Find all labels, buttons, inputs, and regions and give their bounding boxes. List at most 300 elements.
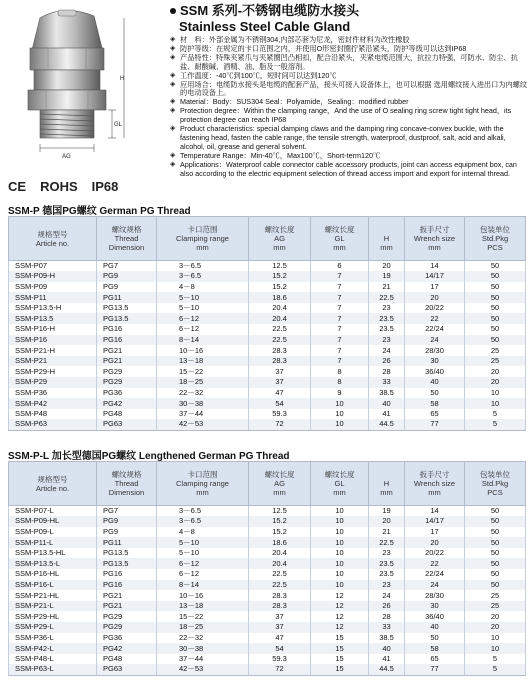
column-header-line: Wrench size: [413, 479, 456, 488]
table-cell: 20: [465, 622, 526, 633]
table-row: [9, 409, 526, 420]
table-cell: 33: [369, 622, 405, 633]
table-cell: 30－38: [157, 398, 249, 409]
table-cell: 7: [311, 324, 369, 335]
diamond-icon: ◈: [170, 107, 176, 115]
table-cell: 20: [465, 377, 526, 388]
spec-item: ◈ Material：Body：SUS304 Seal：Polyamide，Sealing：modified rubber: [170, 98, 409, 107]
table-cell: 5－10: [157, 292, 249, 303]
table-cell: 47: [249, 388, 311, 399]
column-header-line: 规格型号: [37, 474, 68, 484]
table-cell: 44.5: [369, 419, 405, 430]
table-cell: SSM-P21-HL: [9, 590, 97, 601]
diamond-icon: ◈: [170, 125, 176, 133]
table-cell: 40: [405, 377, 465, 388]
table-cell: 22.5: [249, 580, 311, 591]
table2-body: [9, 506, 526, 676]
column-header-line: 卡口范围: [187, 470, 218, 479]
table-cell: 22.5: [369, 537, 405, 548]
table-cell: SSM-P13.5-H: [9, 303, 97, 314]
table-cell: 22/24: [405, 569, 465, 580]
table-cell: 25: [465, 356, 526, 367]
table-cell: 5－10: [157, 303, 249, 314]
table-cell: 41: [369, 409, 405, 420]
table-cell: 10: [311, 537, 369, 548]
table-cell: SSM-P29-HL: [9, 611, 97, 622]
table-cell: 10: [311, 506, 369, 517]
table-cell: 13－18: [157, 356, 249, 367]
table-cell: 47: [249, 633, 311, 644]
table-cell: 50: [405, 388, 465, 399]
table-cell: SSM-P07-L: [9, 506, 97, 517]
column-header-line: AG: [274, 479, 285, 488]
table-cell: 3－6.5: [157, 506, 249, 517]
table-cell: 4－8: [157, 527, 249, 538]
spec-item: ◈ Protection degree：Within the clamping range，And the use of O sealing ring screw tight tight head，its protection degree can reach IP68: [170, 107, 512, 125]
column-header-line: Clamping range: [176, 479, 229, 488]
table-cell: 15: [311, 664, 369, 675]
table-cell: 10: [311, 580, 369, 591]
table-cell: 22/24: [405, 324, 465, 335]
table-cell: PG9: [97, 516, 157, 527]
table-cell: 77: [405, 664, 465, 675]
table-row: [9, 313, 526, 324]
table-cell: SSM-P48-L: [9, 654, 97, 665]
column-header-line: H: [383, 479, 390, 488]
diamond-icon: ◈: [170, 80, 176, 88]
table-cell: 20: [465, 366, 526, 377]
table-cell: 26: [369, 356, 405, 367]
table-cell: 19: [369, 271, 405, 282]
table-row: [9, 324, 526, 335]
column-header-line: Thread: [114, 234, 139, 243]
table-cell: PG29: [97, 622, 157, 633]
table-cell: 28.3: [249, 356, 311, 367]
table-row: [9, 356, 526, 367]
table-cell: SSM-P09-H: [9, 271, 97, 282]
table-cell: 22.5: [249, 324, 311, 335]
column-header-line: mm: [196, 488, 209, 497]
table-cell: 10: [311, 419, 369, 430]
column-header-line: Dimension: [108, 243, 145, 252]
table-cell: 20: [405, 537, 465, 548]
table-cell: SSM-P16-L: [9, 580, 97, 591]
spec-item: ◈ 材 料：外部金属为不锈钢304,内部芯套为尼龙，密封件材料为改性橡胶: [170, 36, 410, 44]
table-cell: SSM-P21-H: [9, 345, 97, 356]
table-cell: PG9: [97, 271, 157, 282]
table-cell: 50: [465, 548, 526, 559]
table-cell: 15－22: [157, 611, 249, 622]
table-cell: 28: [369, 366, 405, 377]
table-cell: PG7: [97, 261, 157, 272]
table1-header-row: [9, 217, 526, 261]
table-row: [9, 537, 526, 548]
table-cell: 6: [311, 261, 369, 272]
table-cell: 20: [369, 261, 405, 272]
table-cell: SSM-P29-L: [9, 622, 97, 633]
table-cell: SSM-P29: [9, 377, 97, 388]
table-cell: 15－22: [157, 366, 249, 377]
ip68-mark: IP68: [91, 178, 119, 194]
spec-item: ◈ 工作温度：-40℃到100℃，短时间可以达到120℃: [170, 71, 337, 80]
table-cell: 50: [465, 569, 526, 580]
table-row: [9, 303, 526, 314]
spec-item: ◈ Applications：Waterproof cable connector cable accessory products, joint can access equipment box, can also according to the electric equipment selection of thread access import and export for internal thread.: [170, 160, 517, 178]
table-cell: 22: [405, 558, 465, 569]
table-cell: 12.5: [249, 261, 311, 272]
table-cell: 15: [311, 633, 369, 644]
table-cell: 10: [311, 398, 369, 409]
table-cell: 4－8: [157, 282, 249, 293]
table-cell: 37: [249, 622, 311, 633]
column-header-line: GL: [334, 479, 345, 488]
table-cell: 37: [249, 366, 311, 377]
column-header: [9, 462, 97, 506]
table-cell: 21: [369, 527, 405, 538]
table2-header-row: [9, 462, 526, 506]
table-cell: SSM-P36: [9, 388, 97, 399]
table-cell: 3－6.5: [157, 271, 249, 282]
column-header-line: mm: [273, 488, 286, 497]
table-cell: SSM-P16: [9, 335, 97, 346]
table-cell: 28/30: [405, 590, 465, 601]
table-row: [9, 548, 526, 559]
table-cell: 12: [311, 601, 369, 612]
column-header: [157, 217, 249, 261]
table-cell: PG29: [97, 377, 157, 388]
table-row: [9, 527, 526, 538]
column-header-line: PCS: [487, 488, 503, 497]
rohs-mark: ROHS: [40, 178, 78, 194]
table-cell: 59.3: [249, 654, 311, 665]
table-cell: 8－14: [157, 335, 249, 346]
table-cell: 23.5: [369, 569, 405, 580]
diamond-icon: ◈: [170, 98, 176, 106]
gl-dimension-label: GL: [114, 122, 123, 128]
table-cell: 65: [405, 409, 465, 420]
table-row: [9, 516, 526, 527]
table-cell: PG21: [97, 356, 157, 367]
table-cell: PG36: [97, 388, 157, 399]
column-header-line: 卡口范围: [187, 225, 218, 234]
table-cell: 7: [311, 345, 369, 356]
table-row: [9, 601, 526, 612]
table-cell: PG13.5: [97, 313, 157, 324]
table-cell: 12.5: [249, 506, 311, 517]
table-cell: 10: [311, 548, 369, 559]
table-cell: 5－10: [157, 537, 249, 548]
table-cell: PG21: [97, 601, 157, 612]
table-cell: PG36: [97, 633, 157, 644]
table-cell: PG11: [97, 537, 157, 548]
table-cell: 50: [465, 292, 526, 303]
table-cell: SSM-P63: [9, 419, 97, 430]
table-cell: 24: [405, 335, 465, 346]
table-cell: 25: [465, 601, 526, 612]
table-row: [9, 633, 526, 644]
table-cell: 28.3: [249, 590, 311, 601]
spec-item: ◈ 应用场合：电缆防水接头是电缆的配套产品，接头可接入设备体上，也可以根据 选用螺纹接入进出口为内螺纹的电动设备上。: [170, 80, 528, 98]
product-title: [170, 3, 530, 35]
table-cell: 12: [311, 611, 369, 622]
table1: [8, 216, 526, 431]
table-cell: 40: [369, 398, 405, 409]
table-row: [9, 366, 526, 377]
table-cell: 23: [369, 335, 405, 346]
column-header-line: Dimension: [108, 488, 145, 497]
table-cell: SSM-P63-L: [9, 664, 97, 675]
table-cell: 22.5: [369, 292, 405, 303]
table-cell: 10: [311, 527, 369, 538]
table-cell: 25: [465, 590, 526, 601]
table-cell: SSM-P42: [9, 398, 97, 409]
table-cell: 72: [249, 419, 311, 430]
table-cell: 25: [465, 345, 526, 356]
table-cell: 59.3: [249, 409, 311, 420]
table-cell: 20: [465, 611, 526, 622]
diamond-icon: ◈: [170, 151, 176, 159]
table-row: [9, 377, 526, 388]
table-cell: 42－53: [157, 664, 249, 675]
table-cell: 20.4: [249, 303, 311, 314]
table-cell: 7: [311, 282, 369, 293]
table-cell: 23: [369, 548, 405, 559]
column-header: [405, 217, 465, 261]
table-cell: 20: [405, 292, 465, 303]
table-cell: 50: [465, 303, 526, 314]
title-chinese-row: [170, 3, 530, 19]
table-cell: 65: [405, 654, 465, 665]
table-row: [9, 611, 526, 622]
column-header-line: mm: [196, 243, 209, 252]
column-header: [97, 217, 157, 261]
column-header-line: GL: [334, 234, 345, 243]
table-cell: SSM-P07: [9, 261, 97, 272]
column-header-line: [369, 225, 404, 234]
table-cell: 8: [311, 366, 369, 377]
table-cell: 10: [465, 643, 526, 654]
table-cell: 22－32: [157, 633, 249, 644]
table-cell: 19: [369, 506, 405, 517]
table-cell: 5: [465, 419, 526, 430]
table-cell: PG13.5: [97, 548, 157, 559]
spec-item: ◈ 产品特性：特殊夹紧爪与夹紧圈凹凸相扣，配合沿紧头，夹紧电缆范围大，抗拉力特强，可防水、防尘、抗盐、耐酸碱、酒精、油、脂及一般溶剂。: [170, 53, 518, 71]
table-cell: 3－6.5: [157, 261, 249, 272]
table-cell: SSM-P21-L: [9, 601, 97, 612]
table-cell: 6－12: [157, 569, 249, 580]
table-cell: SSM-P11-L: [9, 537, 97, 548]
table-cell: 7: [311, 271, 369, 282]
table-row: [9, 419, 526, 430]
column-header-line: 包装单位: [480, 225, 510, 234]
table-cell: 28.3: [249, 345, 311, 356]
table-cell: 58: [405, 643, 465, 654]
table-cell: 30－38: [157, 643, 249, 654]
table-cell: 18.6: [249, 537, 311, 548]
column-header-line: Clamping range: [176, 234, 229, 243]
table-cell: 72: [249, 664, 311, 675]
table-cell: 15: [311, 654, 369, 665]
table-cell: 37: [249, 611, 311, 622]
certification-marks: [8, 178, 158, 194]
table-cell: PG48: [97, 409, 157, 420]
column-header-line: [369, 470, 404, 479]
table-cell: SSM-P21: [9, 356, 97, 367]
diamond-icon: ◈: [170, 44, 176, 52]
table-row: [9, 654, 526, 665]
column-header-line: Std.Pkg: [481, 479, 509, 488]
column-header: [97, 462, 157, 506]
table-cell: 7: [311, 292, 369, 303]
table-cell: 12: [311, 622, 369, 633]
table-cell: SSM-P16-HL: [9, 569, 97, 580]
table-cell: 58: [405, 398, 465, 409]
table-cell: PG63: [97, 419, 157, 430]
table-cell: 13－18: [157, 601, 249, 612]
table-cell: PG42: [97, 398, 157, 409]
table-cell: 7: [311, 303, 369, 314]
table-cell: 18.6: [249, 292, 311, 303]
table-cell: 6－12: [157, 558, 249, 569]
table-cell: 77: [405, 419, 465, 430]
column-header-line: 螺纹长度: [264, 225, 295, 234]
table-cell: 50: [465, 516, 526, 527]
table-cell: 50: [465, 324, 526, 335]
table-cell: 18－25: [157, 622, 249, 633]
table-cell: 7: [311, 313, 369, 324]
table-cell: 10: [311, 409, 369, 420]
column-header-line: 包装单位: [480, 470, 510, 479]
table-cell: 24: [369, 590, 405, 601]
table-cell: 20/22: [405, 548, 465, 559]
table-cell: PG29: [97, 366, 157, 377]
table-cell: 37: [249, 377, 311, 388]
table-cell: 9: [311, 388, 369, 399]
table-cell: PG16: [97, 569, 157, 580]
table-cell: PG13.5: [97, 558, 157, 569]
column-header-line: 扳手尺寸: [419, 470, 450, 479]
table-cell: 8－14: [157, 580, 249, 591]
table-cell: 22: [405, 313, 465, 324]
table-cell: 23.5: [369, 558, 405, 569]
table-cell: 23: [369, 303, 405, 314]
table-cell: 50: [405, 633, 465, 644]
column-header-line: 螺纹规格: [111, 470, 142, 479]
column-header-line: mm: [428, 243, 441, 252]
table-cell: PG11: [97, 292, 157, 303]
table-cell: 33: [369, 377, 405, 388]
table-cell: SSM-P13.5-L: [9, 558, 97, 569]
table-cell: SSM-P09-HL: [9, 516, 97, 527]
column-header: [249, 462, 311, 506]
column-header-line: mm: [380, 488, 393, 497]
table-cell: 14: [405, 506, 465, 517]
table-cell: 40: [369, 643, 405, 654]
table-cell: 50: [465, 335, 526, 346]
table-cell: 50: [465, 558, 526, 569]
column-header: [465, 217, 526, 261]
table-cell: 12: [311, 590, 369, 601]
table-row: [9, 388, 526, 399]
table-cell: 28.3: [249, 601, 311, 612]
diamond-icon: ◈: [170, 160, 176, 168]
column-header-line: AG: [274, 234, 285, 243]
table-cell: 10: [465, 398, 526, 409]
table-cell: 5: [465, 664, 526, 675]
spec-item: ◈ Product characteristics: special damping claws and the damping ring concave-convex buckle, with the fastening head, fasten the cable range, the tensile strength, waterproof, dustproof, salt, acid and alkali, alcohol, oil, grease and general solvent.: [170, 125, 506, 151]
table-cell: 24: [369, 345, 405, 356]
table-cell: PG7: [97, 506, 157, 517]
table1-title: SSM-P 德国PG螺纹 German PG Thread: [8, 206, 191, 217]
table-cell: 28: [369, 611, 405, 622]
column-header: [369, 217, 405, 261]
table-cell: 14/17: [405, 516, 465, 527]
column-header: [369, 462, 405, 506]
table-cell: 15.2: [249, 516, 311, 527]
column-header-line: mm: [380, 243, 393, 252]
diamond-icon: ◈: [170, 36, 176, 43]
table-cell: 36/40: [405, 611, 465, 622]
column-header: [9, 217, 97, 261]
table-cell: SSM-P13.5: [9, 313, 97, 324]
table-cell: 5: [465, 409, 526, 420]
table-cell: 20.4: [249, 548, 311, 559]
table-row: [9, 282, 526, 293]
table-cell: 37－44: [157, 409, 249, 420]
column-header-line: Article no.: [35, 483, 70, 493]
table-cell: 28/30: [405, 345, 465, 356]
table-cell: PG13.5: [97, 303, 157, 314]
table-cell: 10: [465, 633, 526, 644]
column-header-line: Thread: [114, 479, 139, 488]
table-row: [9, 590, 526, 601]
table-cell: 15.2: [249, 271, 311, 282]
table-cell: 6－12: [157, 324, 249, 335]
table-cell: 30: [405, 601, 465, 612]
table-cell: 41: [369, 654, 405, 665]
spec-item: ◈ Temperature Range：Min-40℃，Max100℃，Short-term120℃: [170, 151, 381, 160]
table-cell: 15: [311, 643, 369, 654]
title-chinese: SSM 系列-不锈钢电缆防水接头: [180, 3, 360, 18]
table-cell: 15.2: [249, 527, 311, 538]
table-row: [9, 335, 526, 346]
table-cell: 38.5: [369, 633, 405, 644]
table-cell: SSM-P48: [9, 409, 97, 420]
table-row: [9, 558, 526, 569]
column-header-line: mm: [428, 488, 441, 497]
h-dimension-label: H: [120, 76, 125, 82]
table-cell: 23.5: [369, 313, 405, 324]
diamond-icon: ◈: [170, 53, 176, 61]
table-cell: 54: [249, 398, 311, 409]
table-cell: 17: [405, 282, 465, 293]
table-row: [9, 506, 526, 517]
column-header: [249, 217, 311, 261]
table-cell: PG9: [97, 282, 157, 293]
table-cell: 42－53: [157, 419, 249, 430]
column-header-line: Wrench size: [413, 234, 456, 243]
table-cell: 26: [369, 601, 405, 612]
table-cell: 14/17: [405, 271, 465, 282]
table-cell: 22－32: [157, 388, 249, 399]
table1-body: [9, 261, 526, 431]
table-cell: 7: [311, 335, 369, 346]
table-cell: 15.2: [249, 282, 311, 293]
table-row: [9, 398, 526, 409]
table-row: [9, 345, 526, 356]
table-cell: PG42: [97, 643, 157, 654]
table-cell: PG16: [97, 580, 157, 591]
